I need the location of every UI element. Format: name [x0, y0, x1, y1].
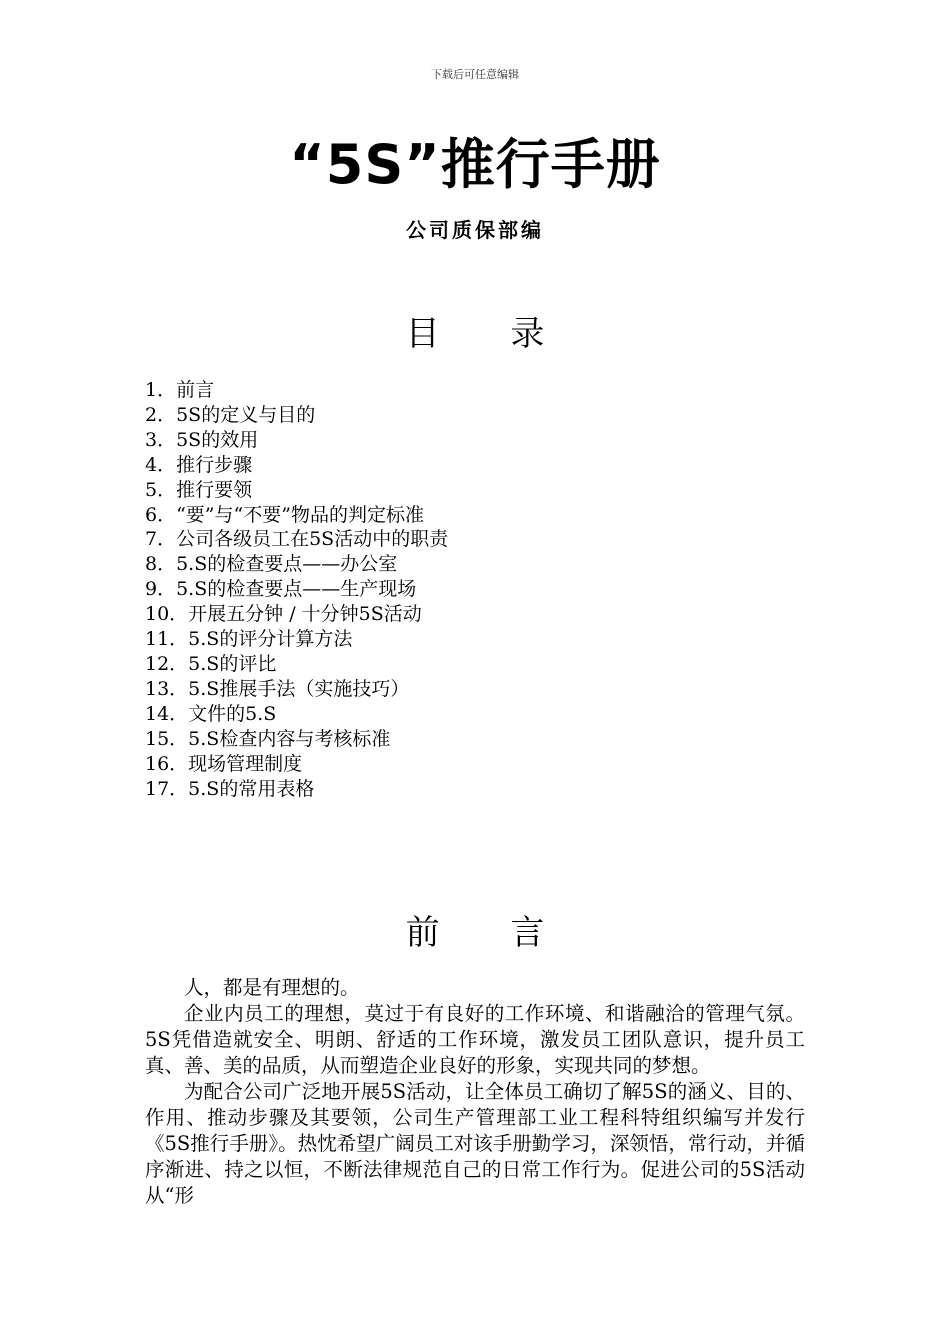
toc-item: 9．5.S的检查要点——生产现场	[145, 578, 417, 601]
toc-item: 10．开展五分钟 / 十分钟5S活动	[145, 603, 422, 626]
preface-heading: 前 言	[405, 913, 575, 953]
toc-item: 17．5.S的常用表格	[145, 777, 315, 800]
toc-item: 3．5S的效用	[145, 428, 259, 451]
preface-paragraph: 企业内员工的理想，莫过于有良好的工作环境、和谐融洽的管理气氛。5S凭借造就安全、明朗、舒适的工作环境，激发员工团队意识，提升员工真、善、美的品质，从而塑造企业良好的形象，实现共同的梦想。	[145, 1002, 805, 1077]
toc-item: 2．5S的定义与目的	[145, 403, 316, 426]
toc-item: 11．5.S的评分计算方法	[145, 628, 353, 651]
table-of-contents	[145, 378, 805, 801]
toc-item: 16．现场管理制度	[145, 752, 303, 775]
toc-item: 8．5.S的检查要点——办公室	[145, 553, 398, 576]
toc-item: 14．文件的5.S	[145, 702, 277, 725]
header-note: 下载后可任意编辑	[431, 68, 519, 81]
toc-item: 13．5.S推展手法（实施技巧）	[145, 677, 410, 700]
toc-item: 6．“要”与“不要”物品的判定标准	[145, 503, 424, 526]
preface-paragraph: 为配合公司广泛地开展5S活动，让全体员工确切了解5S的涵义、目的、作用、推动步骤及其要领，公司生产管理部工业工程科特组织编写并发行《5S推行手册》。热忱希望广阔员工对该手册勤学习，深领悟，常行动，并循序渐进、持之以恒，不断法律规范自己的日常工作行为。促进公司的5S活动从“形	[145, 1080, 805, 1207]
toc-item: 4．推行步骤	[145, 453, 253, 476]
toc-item: 7．公司各级员工在5S活动中的职责	[145, 528, 449, 551]
toc-item: 12．5.S的评比	[145, 652, 277, 675]
preface-paragraph: 人，都是有理想的。	[184, 976, 360, 999]
document-subtitle: 公司质保部编	[406, 218, 544, 242]
toc-item: 15．5.S检查内容与考核标准	[145, 727, 391, 750]
toc-item: 1．前言	[145, 379, 215, 401]
document-title: “5S”推行手册	[289, 133, 661, 196]
toc-item: 5．推行要领	[145, 478, 253, 501]
preface-body	[145, 975, 805, 1209]
toc-heading: 目 录	[405, 314, 575, 354]
